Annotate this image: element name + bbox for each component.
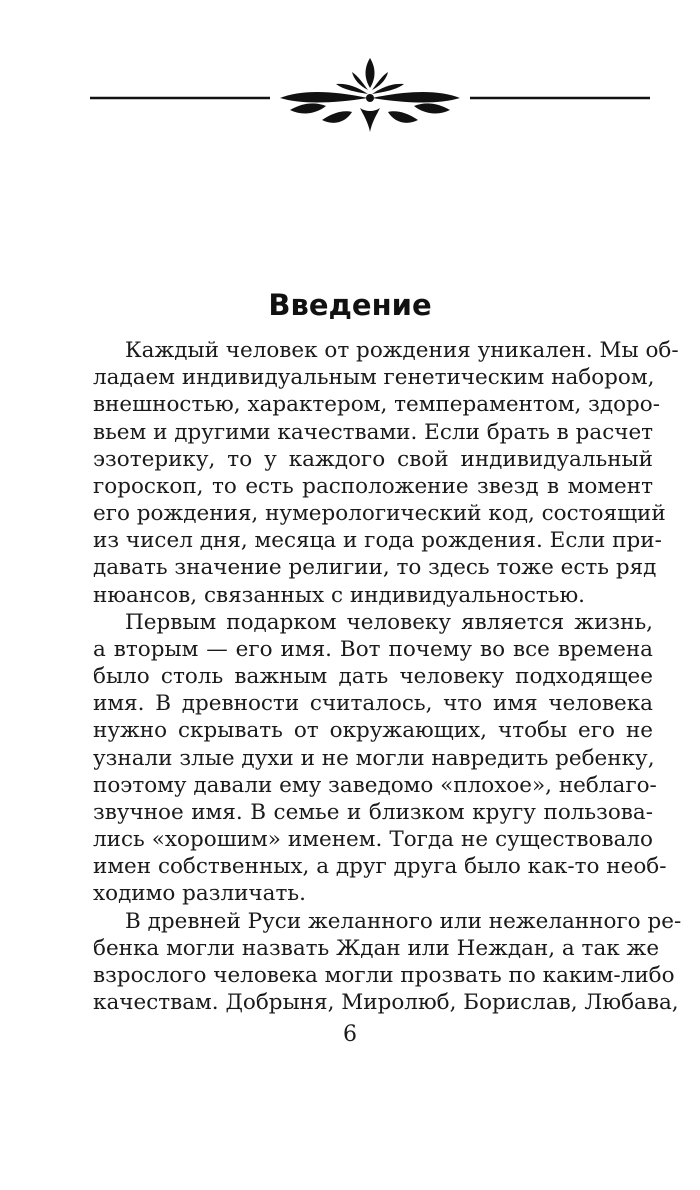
text-line: взрослого человека могли прозвать по каким-либо (93, 962, 675, 988)
page-number: 6 (343, 1022, 357, 1047)
text-line: поэтому давали ему заведомо «плохое», неблаго- (93, 772, 657, 798)
text-line: ходимо различать. (93, 881, 306, 907)
text-line: гороскоп, то есть расположение звезд в момент (93, 473, 653, 499)
text-line: ладаем индивидуальным генетическим набором, (93, 365, 655, 391)
text-line: нюансов, связанных с индивидуальностью. (93, 582, 586, 608)
text-line: узнали злые духи и не могли навредить ребенку, (93, 745, 655, 771)
text-line: звучное имя. В семье и близком кругу пользова- (93, 799, 653, 825)
text-line: В древней Руси желанного или нежеланного ре- (125, 908, 682, 934)
text-line: Первым подарком человеку является жизнь, (125, 609, 653, 635)
text-line: лись «хорошим» именем. Тогда не существовало (93, 827, 653, 852)
text-line: Каждый человек от рождения уникален. Мы об- (125, 338, 679, 363)
text-line: из чисел дня, месяца и года рождения. Если при- (93, 528, 662, 554)
text-line: внешностью, характером, темпераментом, здоро- (93, 392, 660, 418)
text-line: эзотерику, то у каждого свой индивидуальный (93, 446, 653, 472)
text-line: бенка могли назвать Ждан или Неждан, а так же (93, 935, 660, 961)
text-line: давать значение религии, то здесь тоже есть ряд (93, 555, 657, 581)
text-line: имен собственных, а друг друга было как-то необ- (93, 854, 667, 880)
text-line: а вторым — его имя. Вот почему во все времена (93, 636, 653, 662)
chapter-title: Введение (268, 288, 432, 322)
text-line: его рождения, нумерологический код, состоящий (93, 501, 666, 526)
text-line: качествам. Добрыня, Миролюб, Борислав, Любава, (93, 990, 679, 1015)
text-line: нужно скрывать от окружающих, чтобы его не (93, 718, 653, 744)
decorative-ornament (90, 50, 650, 140)
text-line: вьем и другими качествами. Если брать в расчет (93, 419, 654, 445)
text-line: имя. В древности считалось, что имя человека (93, 691, 653, 717)
text-line: было столь важным дать человеку подходящее (93, 664, 653, 689)
